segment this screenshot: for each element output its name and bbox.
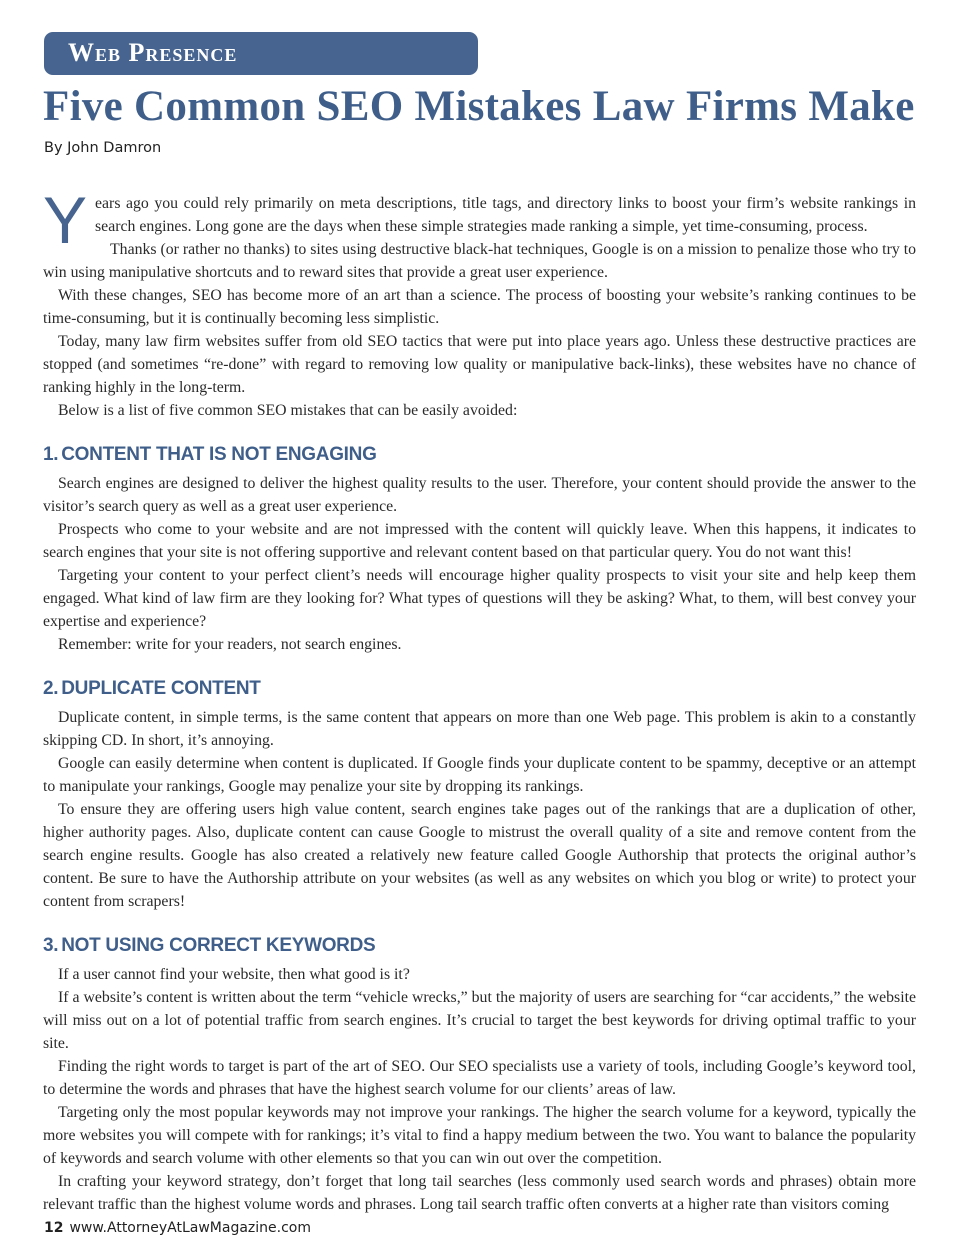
- drop-cap: Y: [43, 183, 88, 257]
- intro-paragraph: Today, many law firm websites suffer from old SEO tactics that were put into place years ago. Unless these destructive practices are stopped (and sometimes “re-done” with regard to removing low quality or manipulative back-links), these websites have no chance of ranking highly in the long-term.: [43, 333, 916, 396]
- intro-paragraph: Below is a list of five common SEO mistakes that can be easily avoided:: [58, 402, 518, 419]
- section-tab: [44, 32, 478, 75]
- section-paragraph: If a user cannot find your website, then what good is it?: [58, 966, 410, 983]
- section-tab-label: Web Presence: [68, 38, 238, 67]
- section-paragraph: Google can easily determine when content is duplicated. If Google finds your duplicate content to be spammy, deceptive or an attempt to manipulate your rankings, Google may penalize your site by dropping its rankings.: [43, 755, 916, 795]
- article-byline: By John Damron: [44, 140, 162, 156]
- section-paragraph: Remember: write for your readers, not search engines.: [58, 636, 402, 653]
- section-paragraph: In crafting your keyword strategy, don’t forget that long tail searches (less commonly used search words and phrases) obtain more relevant traffic than the highest volume words and phrases. Long tail search traffic often converts at a higher rate than visitors coming: [43, 1173, 916, 1213]
- intro-paragraph: With these changes, SEO has become more of an art than a science. The process of boosting your website’s ranking continues to be time-consuming, but it is continually becoming less simplistic.: [43, 287, 916, 327]
- section-paragraph: Search engines are designed to deliver the highest quality results to the user. Therefore, your content should provide the answer to the visitor’s search query as well as a great user experience.: [43, 475, 916, 515]
- section-paragraph: Duplicate content, in simple terms, is the same content that appears on more than one Web page. This problem is akin to a constantly skipping CD. In short, it’s annoying.: [43, 709, 916, 749]
- section-paragraph: Finding the right words to target is part of the art of SEO. Our SEO specialists use a variety of tools, including Google’s keyword tool, to determine the words and phrases that have the highest search volume for our clients’ areas of law.: [43, 1058, 916, 1098]
- section-paragraph: Targeting your content to your perfect client’s needs will encourage higher quality prospects to visit your site and help keep them engaged. What kind of law firm are they looking for? What types of questions will they be asking? What, to them, will best convey your expertise and experience?: [43, 567, 916, 630]
- section-paragraph: To ensure they are offering users high value content, search engines take pages out of the rankings that are a duplication of other, higher authority pages. Also, duplicate content can cause Google to mistrust the overall quality of a site and remove content from the search engine results. Google has also created a relatively new feature called Google Authorship that protects the original author’s content. Be sure to have the Authorship attribute on your websites (as well as any websites on which you blog or write) to protect your content from scrapers!: [43, 801, 916, 910]
- section-heading: 2. DUPLICATE CONTENT: [43, 678, 261, 699]
- section-paragraph: Targeting only the most popular keywords may not improve your rankings. The higher the search volume for a keyword, typically the more websites you will compete with for rankings; it’s vital to find a happy medium between the two. You want to balance the popularity of keywords and search volume with other elements so that you can win out over the competition.: [43, 1104, 916, 1167]
- section-paragraph: If a website’s content is written about the term “vehicle wrecks,” but the majority of users are searching for “car accidents,” the website will miss out on a lot of potential traffic from search engines. It’s crucial to target the best keywords for driving optimal traffic to your site.: [43, 989, 916, 1052]
- section-paragraph: Prospects who come to your website and are not impressed with the content will quickly leave. When this happens, it indicates to search engines that your site is not offering supportive and relevant content based on that particular query. You do not want this!: [43, 521, 916, 561]
- footer-link[interactable]: www.AttorneyAtLawMagazine.com: [69, 1220, 312, 1236]
- intro-paragraph: Thanks (or rather no thanks) to sites using destructive black-hat techniques, Google is on a mission to penalize those who try to win using manipulative shortcuts and to reward sites that provide a great user experience.: [43, 241, 916, 281]
- page-footer: [44, 1220, 311, 1236]
- intro-paragraph: Years ago you could rely primarily on meta descriptions, title tags, and directory links to boost your firm’s website rankings in search engines. Long gone are the days when these simple strategies made ranking a simple, yet time-consuming, process.: [43, 183, 916, 257]
- page-number: 12: [44, 1220, 64, 1236]
- section-heading: 1. CONTENT THAT IS NOT ENGAGING: [43, 444, 377, 465]
- article-headline: Five Common SEO Mistakes Law Firms Make: [43, 83, 915, 130]
- article-body: [43, 183, 916, 1216]
- section-heading: 3. NOT USING CORRECT KEYWORDS: [43, 935, 376, 956]
